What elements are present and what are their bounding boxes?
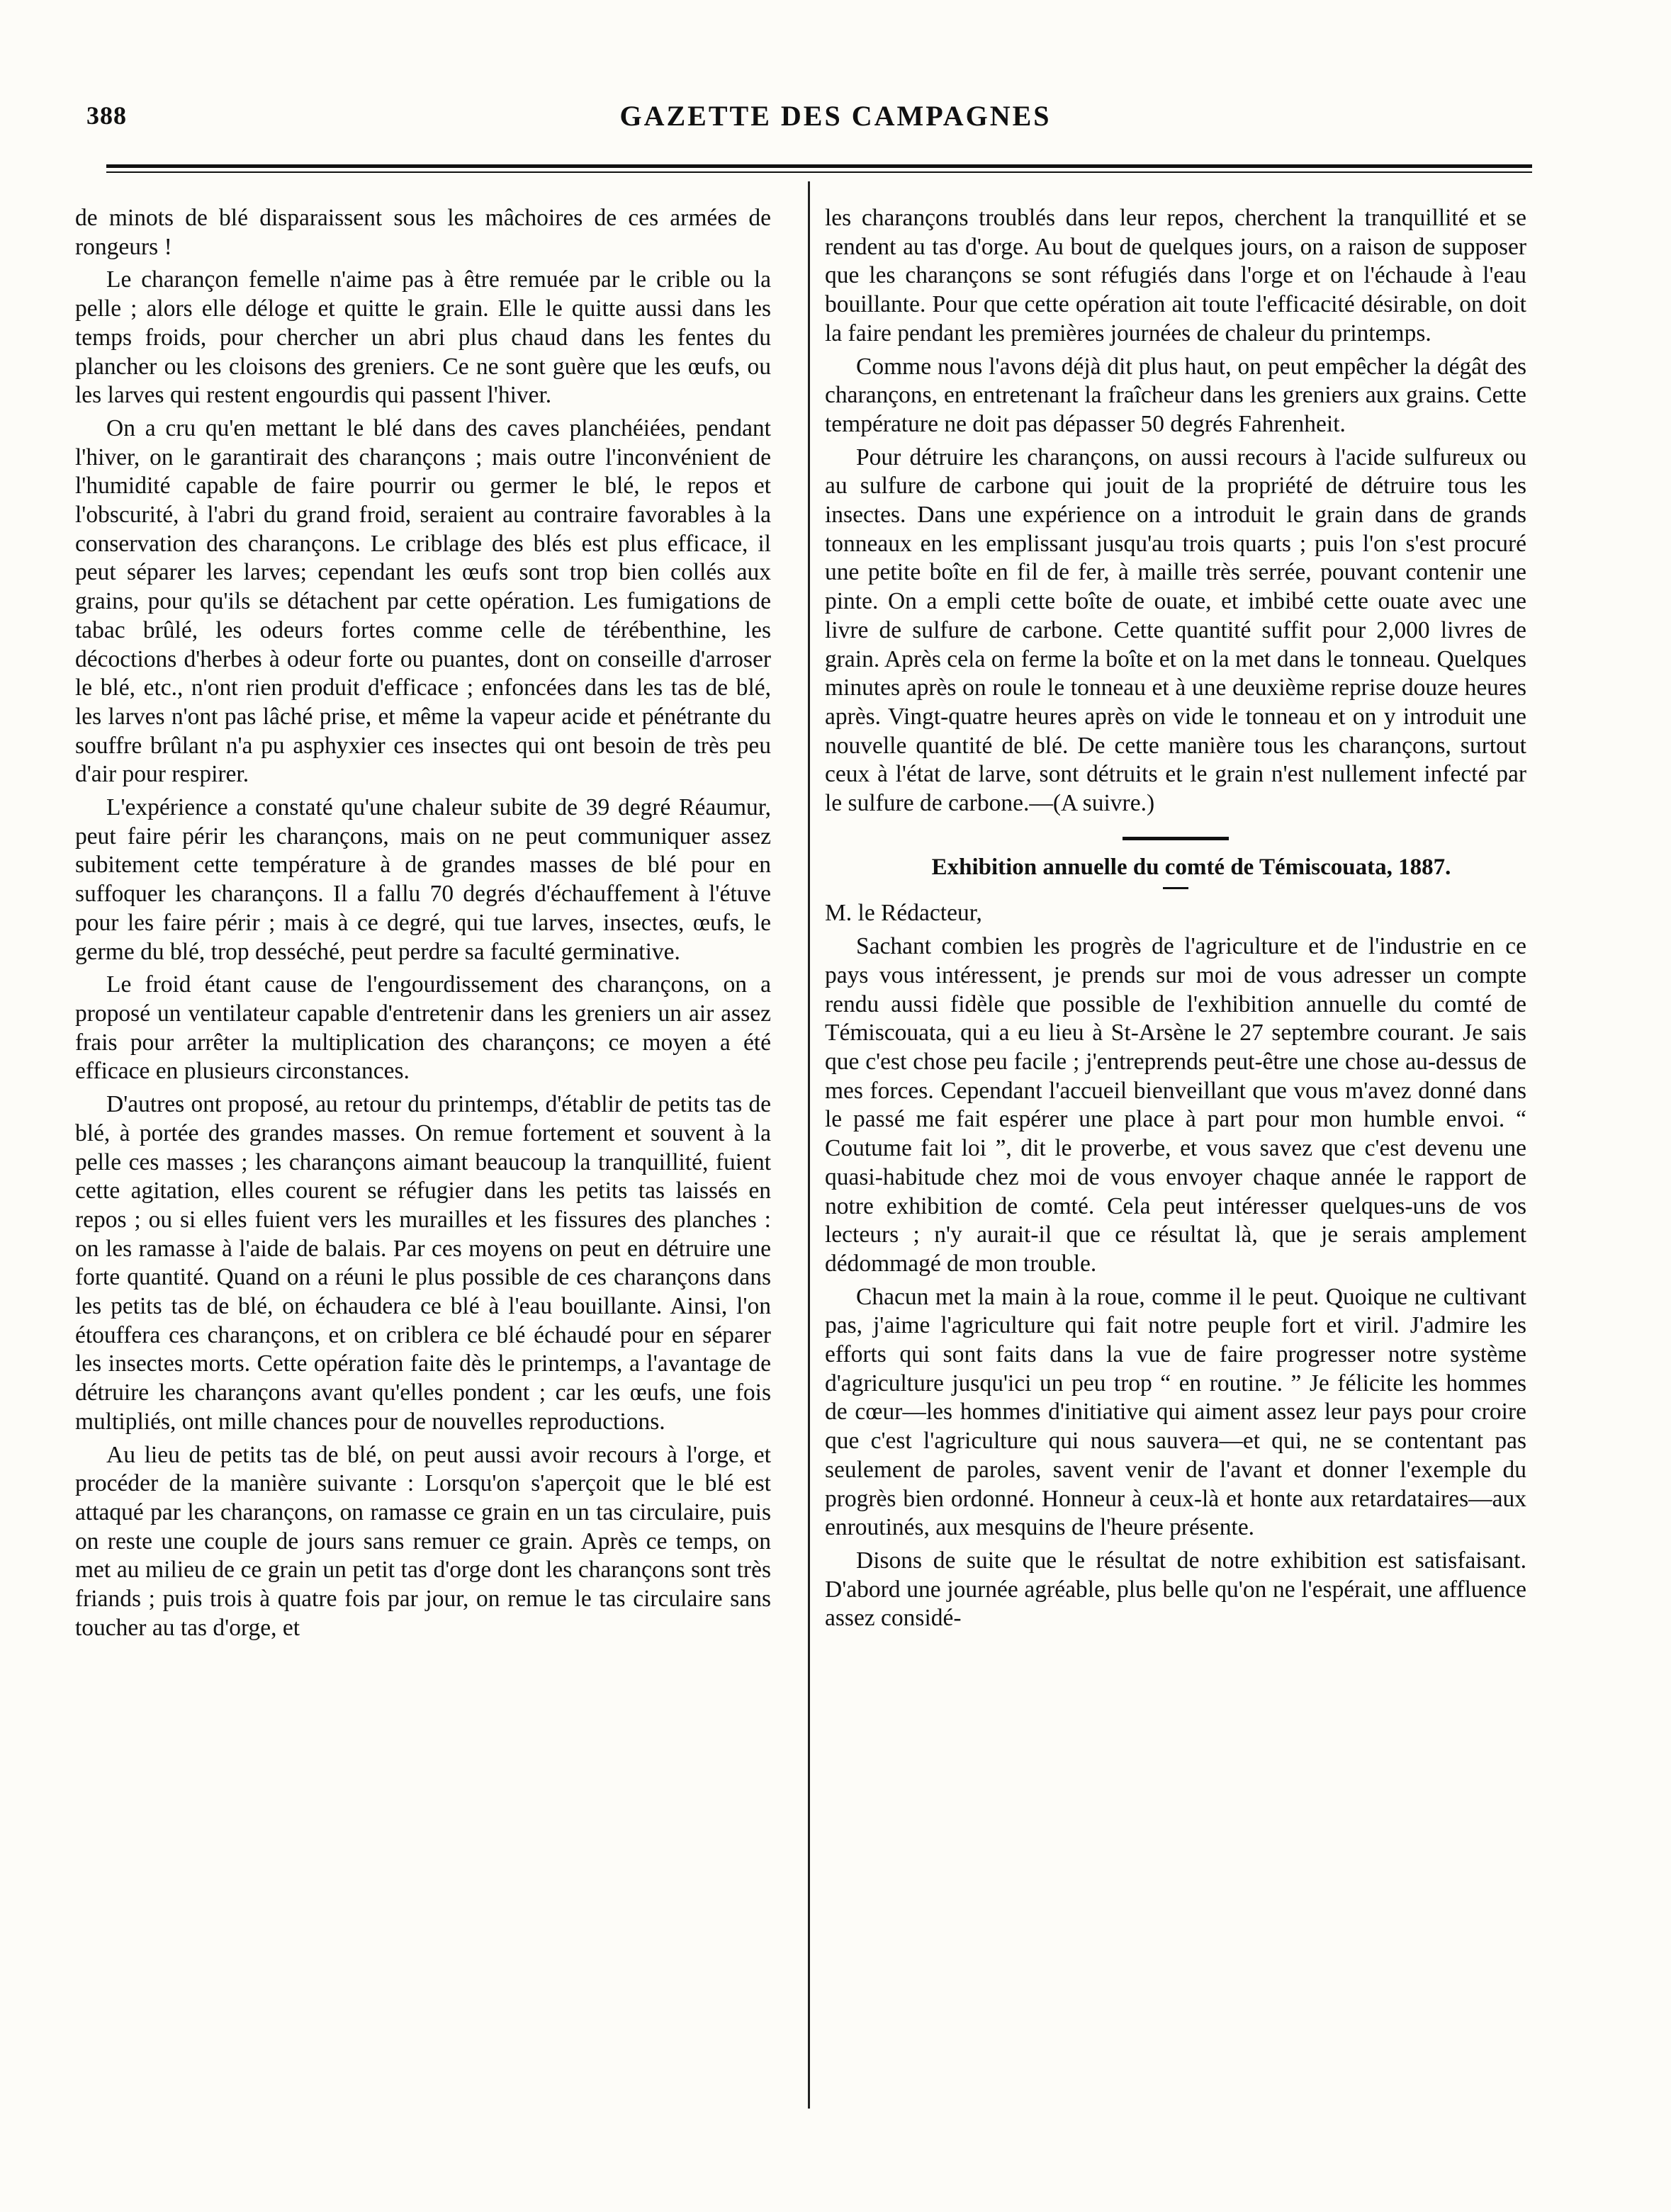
paragraph: Chacun met la main à la roue, comme il le peut. Quoique ne cultivant pas, j'aime l'agriculture qui fait notre peuple fort et viril. J'admire les efforts qui sont faits dans la vue de faire progresser notre système d'agriculture jusqu'ici un peu trop “ en routine. ” Je félicite les hommes de cœur—les hommes d'initiative qui aiment assez leur pays pour croire que c'est l'agriculture qui nous sauvera—et qui, ne se contentant pas seulement de paroles, savent venir de l'avant et donner l'exemple du progrès bien ordonné. Honneur à ceux-là et honte aux retardataires—aux enroutinés, aux mesquins de l'heure présente. [825,1283,1526,1541]
paragraph: Le froid étant cause de l'engourdissement des charançons, on a proposé un ventilateur capable d'entretenir dans les greniers un air assez frais pour arrêter la multiplication des charançons; ce moyen a été efficace en plusieurs circonstances. [75,971,771,1085]
paragraph: Au lieu de petits tas de blé, on peut aussi avoir recours à l'orge, et procéder de la manière suivante : Lorsqu'on s'aperçoit que le blé est attaqué par les charançons, on ramasse ce grain en un tas circulaire, puis on reste une couple de jours sans remuer ce grain. Après ce temps, on met au milieu de ce grain un petit tas d'orge dont les charançons sont très friands ; puis trois à quatre fois par jour, on remue le tas circulaire sans toucher au tas d'orge, et [75,1441,771,1641]
paragraph: Le charançon femelle n'aime pas à être remuée par le crible ou la pelle ; alors elle déloge et quitte le grain. Elle le quitte aussi dans les temps froids, pour chercher un abri plus chaud dans les fentes du plancher ou les cloisons des greniers. Ce ne sont guère que les œufs, ou les larves qui restent engourdis qui passent l'hiver. [75,266,771,409]
paragraph: Disons de suite que le résultat de notre exhibition est satisfaisant. D'abord une journée agréable, plus belle qu'on ne l'espérait, une affluence assez considé- [825,1547,1526,1632]
paragraph: Pour détruire les charançons, on aussi recours à l'acide sulfureux ou au sulfure de carbone qui jouit de la propriété de détruire tous les insectes. Dans une expérience on a introduit le grain dans de grands tonneaux en les emplissant jusqu'au trois quarts ; puis l'on s'est procuré une petite boîte en fil de fer, à maille très serrée, pouvant contenir une pinte. On a empli cette boîte de ouate, et imbibé cette ouate avec une livre de sulfure de carbone. Cette quantité suffit pour 2,000 livres de grain. Après cela on ferme la boîte et on la met dans le tonneau. Quelques minutes après on roule le tonneau et à une deuxième reprise douze heures après. Vingt-quatre heures après on vide le tonneau et on y introduit une nouvelle quantité de blé. De cette manière tous les charançons, surtout ceux à l'état de larve, sont détruits et le grain n'est nullement infecté par le sulfure de carbone.—(A suivre.) [825,444,1526,817]
paragraph: Sachant combien les progrès de l'agriculture et de l'industrie en ce pays vous intéressent, je prends sur moi de vous adresser un compte rendu aussi fidèle que possible de l'exhibition annuelle du comté de Témiscouata, qui a eu lieu à St-Arsène le 27 septembre courant. Je sais que c'est chose peu facile ; j'entreprends peut-être une chose au-dessus de mes forces. Cependant l'accueil bienveillant que vous m'avez donné dans le passé me fait espérer une place à part pour mon humble envoi. “ Coutume fait loi ”, dit le proverbe, et vous savez que c'est devenu une quasi-habitude chez moi de vous envoyer chaque année le rapport de notre exhibition de comté. Cela peut intéresser quelques-uns de vos lecteurs ; n'y aurait-il que ce résultat là, que je serais amplement dédommagé de mon trouble. [825,933,1526,1277]
page-number: 388 [86,101,127,130]
paragraph: On a cru qu'en mettant le blé dans des caves planchéiées, pendant l'hiver, on le garantirait des charançons ; mais outre l'inconvénient de l'humidité capable de faire pourrir ou germer le blé, le repos et l'obscurité, à l'abri du grand froid, seraient au contraire favorables à la conservation des charançons. Le criblage des blés est plus efficace, il peut séparer les larves; cependant les œufs sont trop bien collés aux grains, pour qu'ils se détachent par cette opération. Les fumigations de tabac brûlé, les odeurs fortes comme celle de térébenthine, les décoctions d'herbes à odeur forte ou puantes, dont on conseille d'arroser le blé, etc., n'ont rien produit d'efficace ; enfoncées dans les tas de blé, les larves n'ont pas lâché prise, et même la vapeur acide et pénétrante du souffre brûlant n'a pu asphyxier ces insectes qui ont besoin de très peu d'air pour respirer. [75,414,771,788]
section-divider [1123,837,1229,840]
paragraph: L'expérience a constaté qu'une chaleur subite de 39 degré Réaumur, peut faire périr les charançons, mais on ne peut communiquer assez subitement cette température à de grandes masses de blé pour en suffoquer les charançons. Il a fallu 70 degrés d'échauffement à l'étuve pour les faire périr ; mais à ce degré, qui tue larves, insectes, œufs, le germe du blé, trop desséché, peut perdre sa faculté germinative. [75,794,771,965]
left-column [75,204,771,1642]
paragraph: de minots de blé disparaissent sous les mâchoires de ces armées de rongeurs ! [75,205,771,260]
header-rule-thick [106,164,1532,168]
salutation: M. le Rédacteur, [825,900,982,927]
section-title: Exhibition annuelle du comté de Témiscouata, 1887. [931,854,1451,880]
title-rule [1163,887,1188,889]
paragraph: Comme nous l'avons déjà dit plus haut, on peut empêcher la dégât des charançons, en entretenant la fraîcheur dans les greniers aux grains. Cette température ne doit pas dépasser 50 degrés Fahrenheit. [825,353,1526,437]
header-rule-thin [106,171,1532,173]
right-column [825,204,1526,1633]
running-title: GAZETTE DES CAMPAGNES [619,100,1052,132]
column-divider [808,181,810,2109]
paragraph: D'autres ont proposé, au retour du printemps, d'établir de petits tas de blé, à portée des grandes masses. On remue fortement et souvent à la pelle ces masses ; les charançons aimant beaucoup la tranquillité, fuient cette agitation, elles courent se réfugier dans les petits tas laissés en repos ; ou si elles fuient vers les murailles et les fissures des planches : on les ramasse à l'aide de balais. Par ces moyens on peut en détruire une forte quantité. Quand on a réuni le plus possible de ces charançons dans les petits tas de blé, on échaudera ce blé à l'eau bouillante. Ainsi, l'on étouffera ces charançons, et on criblera ce blé échaudé pour en séparer les insectes morts. Cette opération faite dès le printemps, a l'avantage de détruire les charançons avant qu'elles pondent ; car les œufs, une fois multipliés, ont mille chances pour de nouvelles reproductions. [75,1091,771,1435]
paragraph: les charançons troublés dans leur repos, cherchent la tranquillité et se rendent au tas d'orge. Au bout de quelques jours, on a raison de supposer que les charançons se sont réfugiés dans l'orge et on l'échaude à l'eau bouillante. Pour que cette opération ait toute l'efficacité désirable, on doit la faire pendant les premières journées de chaleur du printemps. [825,205,1526,346]
